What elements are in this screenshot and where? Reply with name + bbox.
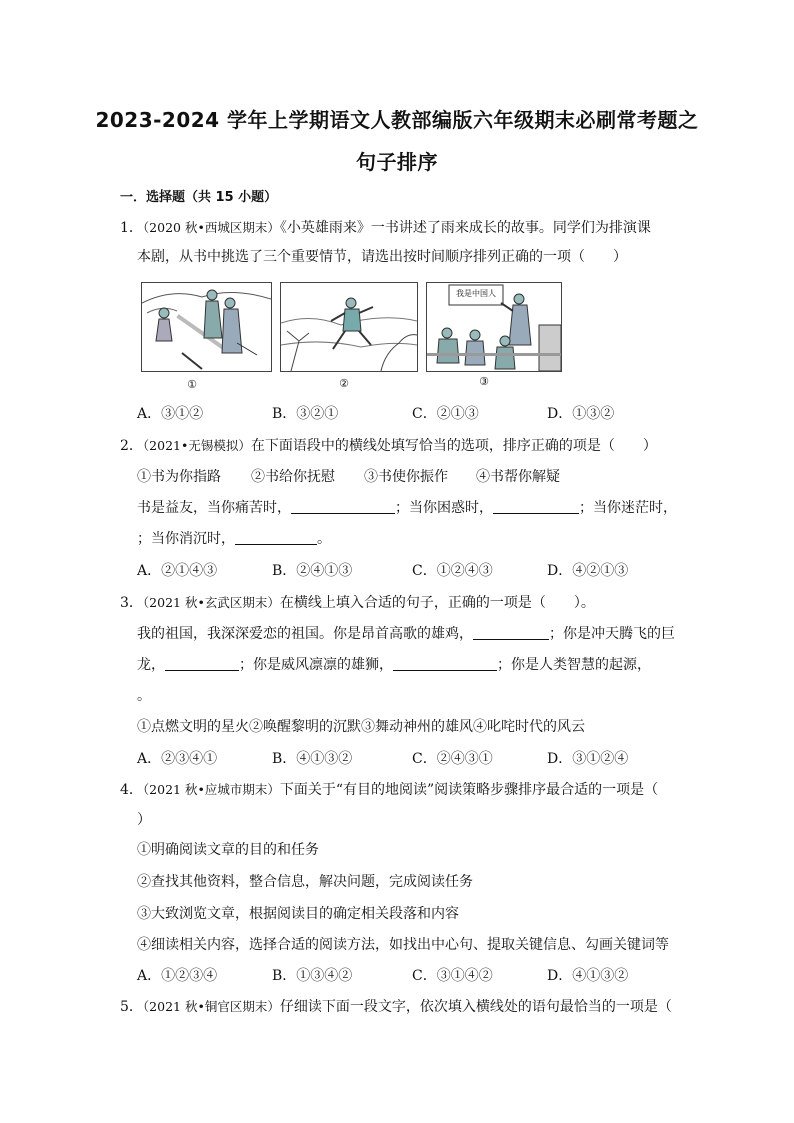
q3-source: （2021 秋•玄武区期末） [142, 595, 280, 610]
q3-blank-2[interactable] [165, 656, 239, 671]
q1-illustration-2 [280, 282, 418, 372]
q3-passage-part2: ；你是冲天腾飞的巨 [549, 626, 675, 642]
q3-choices: ①点燃文明的星火②唤醒黎明的沉默③舞动神州的雄风④叱咤时代的风云 [137, 719, 585, 735]
doc-title-line2: 句子排序 [356, 150, 438, 174]
q3-option-a[interactable]: A．②③④① [137, 751, 218, 767]
q3-passage-line3: 。 [137, 688, 151, 704]
q2-passage-part4: ；当你消沉时， [137, 531, 235, 547]
q1-illustration-3-caption: ③ [479, 375, 489, 388]
q2-choice-2: ②书给你抚慰 [251, 469, 335, 485]
q3-text1: 在横线上填入合适的句子，正确的一项是（ ）。 [279, 595, 595, 611]
q1-number: 1． [120, 220, 143, 236]
q1-illustration-3 [426, 282, 562, 372]
q3-blank-3[interactable] [393, 656, 497, 671]
q4-number: 4． [120, 782, 143, 798]
q2-passage-part3: ；当你迷茫时， [579, 500, 677, 516]
q2-text1: 在下面语段中的横线处填写恰当的选项，排序正确的项是（ ） [250, 438, 657, 454]
q2-number: 2． [120, 438, 143, 454]
q1-text1: 《小英雄雨来》一书讲述了雨来成长的故事。同学们为排演课 [279, 220, 651, 236]
q2-passage-part1: 书是益友，当你痛苦时， [137, 500, 291, 516]
q2-choice-4: ④书帮你解疑 [476, 469, 560, 485]
q4-option-a[interactable]: A．①②③④ [137, 968, 218, 984]
q3-passage-line1 [137, 624, 675, 644]
q4-option-c[interactable]: C．③①④② [412, 968, 493, 984]
q3-number: 3． [120, 595, 143, 611]
q2-passage-part5: 。 [317, 531, 331, 547]
q3-passage-part1: 我的祖国，我深深爱恋的祖国。你是昂首高歌的雄鸡， [137, 626, 473, 642]
q1-option-a[interactable]: A．③①② [137, 406, 204, 422]
q1-option-d[interactable]: D．①③② [547, 406, 615, 422]
section-heading: 一．选择题（共 15 小题） [120, 190, 278, 205]
q2-choice-1: ①书为你指路 [137, 469, 221, 485]
q3-passage-part3: 龙， [137, 657, 165, 673]
q1-option-c[interactable]: C．②①③ [412, 406, 479, 422]
q2-passage-line1 [137, 498, 677, 518]
q1-stem-line1 [120, 218, 651, 238]
q4-step-4: ④细读相关内容，选择合适的阅读方法，如找出中心句、提取关键信息、勾画关键词等 [137, 937, 669, 953]
q2-choice-3: ③书使你振作 [364, 469, 448, 485]
q4-option-b[interactable]: B．①③④② [272, 968, 353, 984]
q2-passage-line2 [137, 529, 331, 549]
q1-illustration-2-caption: ② [339, 377, 349, 390]
q5-number: 5． [120, 999, 143, 1015]
q2-option-a[interactable]: A．②①④③ [137, 563, 218, 579]
q4-option-d[interactable]: D．④①③② [547, 968, 629, 984]
q1-source: （2020 秋•西城区期末） [142, 220, 280, 235]
q2-blank-2[interactable] [493, 499, 579, 514]
q4-source: （2021 秋•应城市期末） [142, 782, 280, 797]
q1-stem-line2: 本剧，从书中挑选了三个重要情节，请选出按时间顺序排列正确的一项（ ） [137, 249, 627, 265]
q1-option-b[interactable]: B．③②① [272, 406, 339, 422]
q4-stem-line2: ） [137, 812, 151, 828]
q3-blank-1[interactable] [473, 625, 549, 640]
q1-illustration-1-caption: ① [187, 378, 197, 391]
q2-blank-1[interactable] [291, 499, 395, 514]
q2-passage-part2: ；当你困惑时， [395, 500, 493, 516]
q3-stem [120, 593, 595, 613]
q1-illustration-1 [141, 282, 272, 372]
q2-stem [120, 436, 657, 456]
q4-step-2: ②查找其他资料，整合信息，解决问题，完成阅读任务 [137, 874, 473, 890]
q4-stem-line1 [120, 780, 658, 800]
q3-passage-part5: ；你是人类智慧的起源， [497, 657, 651, 673]
q3-option-c[interactable]: C．②④③① [412, 751, 493, 767]
q4-text1: 下面关于“有目的地阅读”阅读策略步骤排序最合适的一项是（ [279, 782, 659, 798]
scene-1-drawing [142, 283, 271, 371]
q3-passage-part4: ；你是威风凛凛的雄狮， [239, 657, 393, 673]
q4-step-1: ①明确阅读文章的目的和任务 [137, 842, 319, 858]
q2-option-b[interactable]: B．②④①③ [272, 563, 353, 579]
doc-title-line1: 2023-2024 学年上学期语文人教部编版六年级期末必刷常考题之 [95, 108, 699, 132]
q3-option-b[interactable]: B．④①③② [272, 751, 353, 767]
q2-source: （2021•无锡模拟） [142, 438, 251, 453]
q3-passage-line2 [137, 655, 651, 675]
q4-step-3: ③大致浏览文章，根据阅读目的确定相关段落和内容 [137, 906, 459, 922]
q1-illustration-3-sign: 我是中国人 [456, 289, 496, 298]
q2-option-d[interactable]: D．④②①③ [547, 563, 629, 579]
q5-text1: 仔细读下面一段文字，依次填入横线处的语句最恰当的一项是（ [279, 999, 672, 1015]
q5-source: （2021 秋•铜官区期末） [142, 999, 280, 1014]
q5-stem [120, 997, 672, 1017]
q3-option-d[interactable]: D．③①②④ [547, 751, 629, 767]
q2-blank-4[interactable] [235, 530, 317, 545]
q2-option-c[interactable]: C．①②④③ [412, 563, 493, 579]
scene-2-drawing [281, 283, 417, 371]
